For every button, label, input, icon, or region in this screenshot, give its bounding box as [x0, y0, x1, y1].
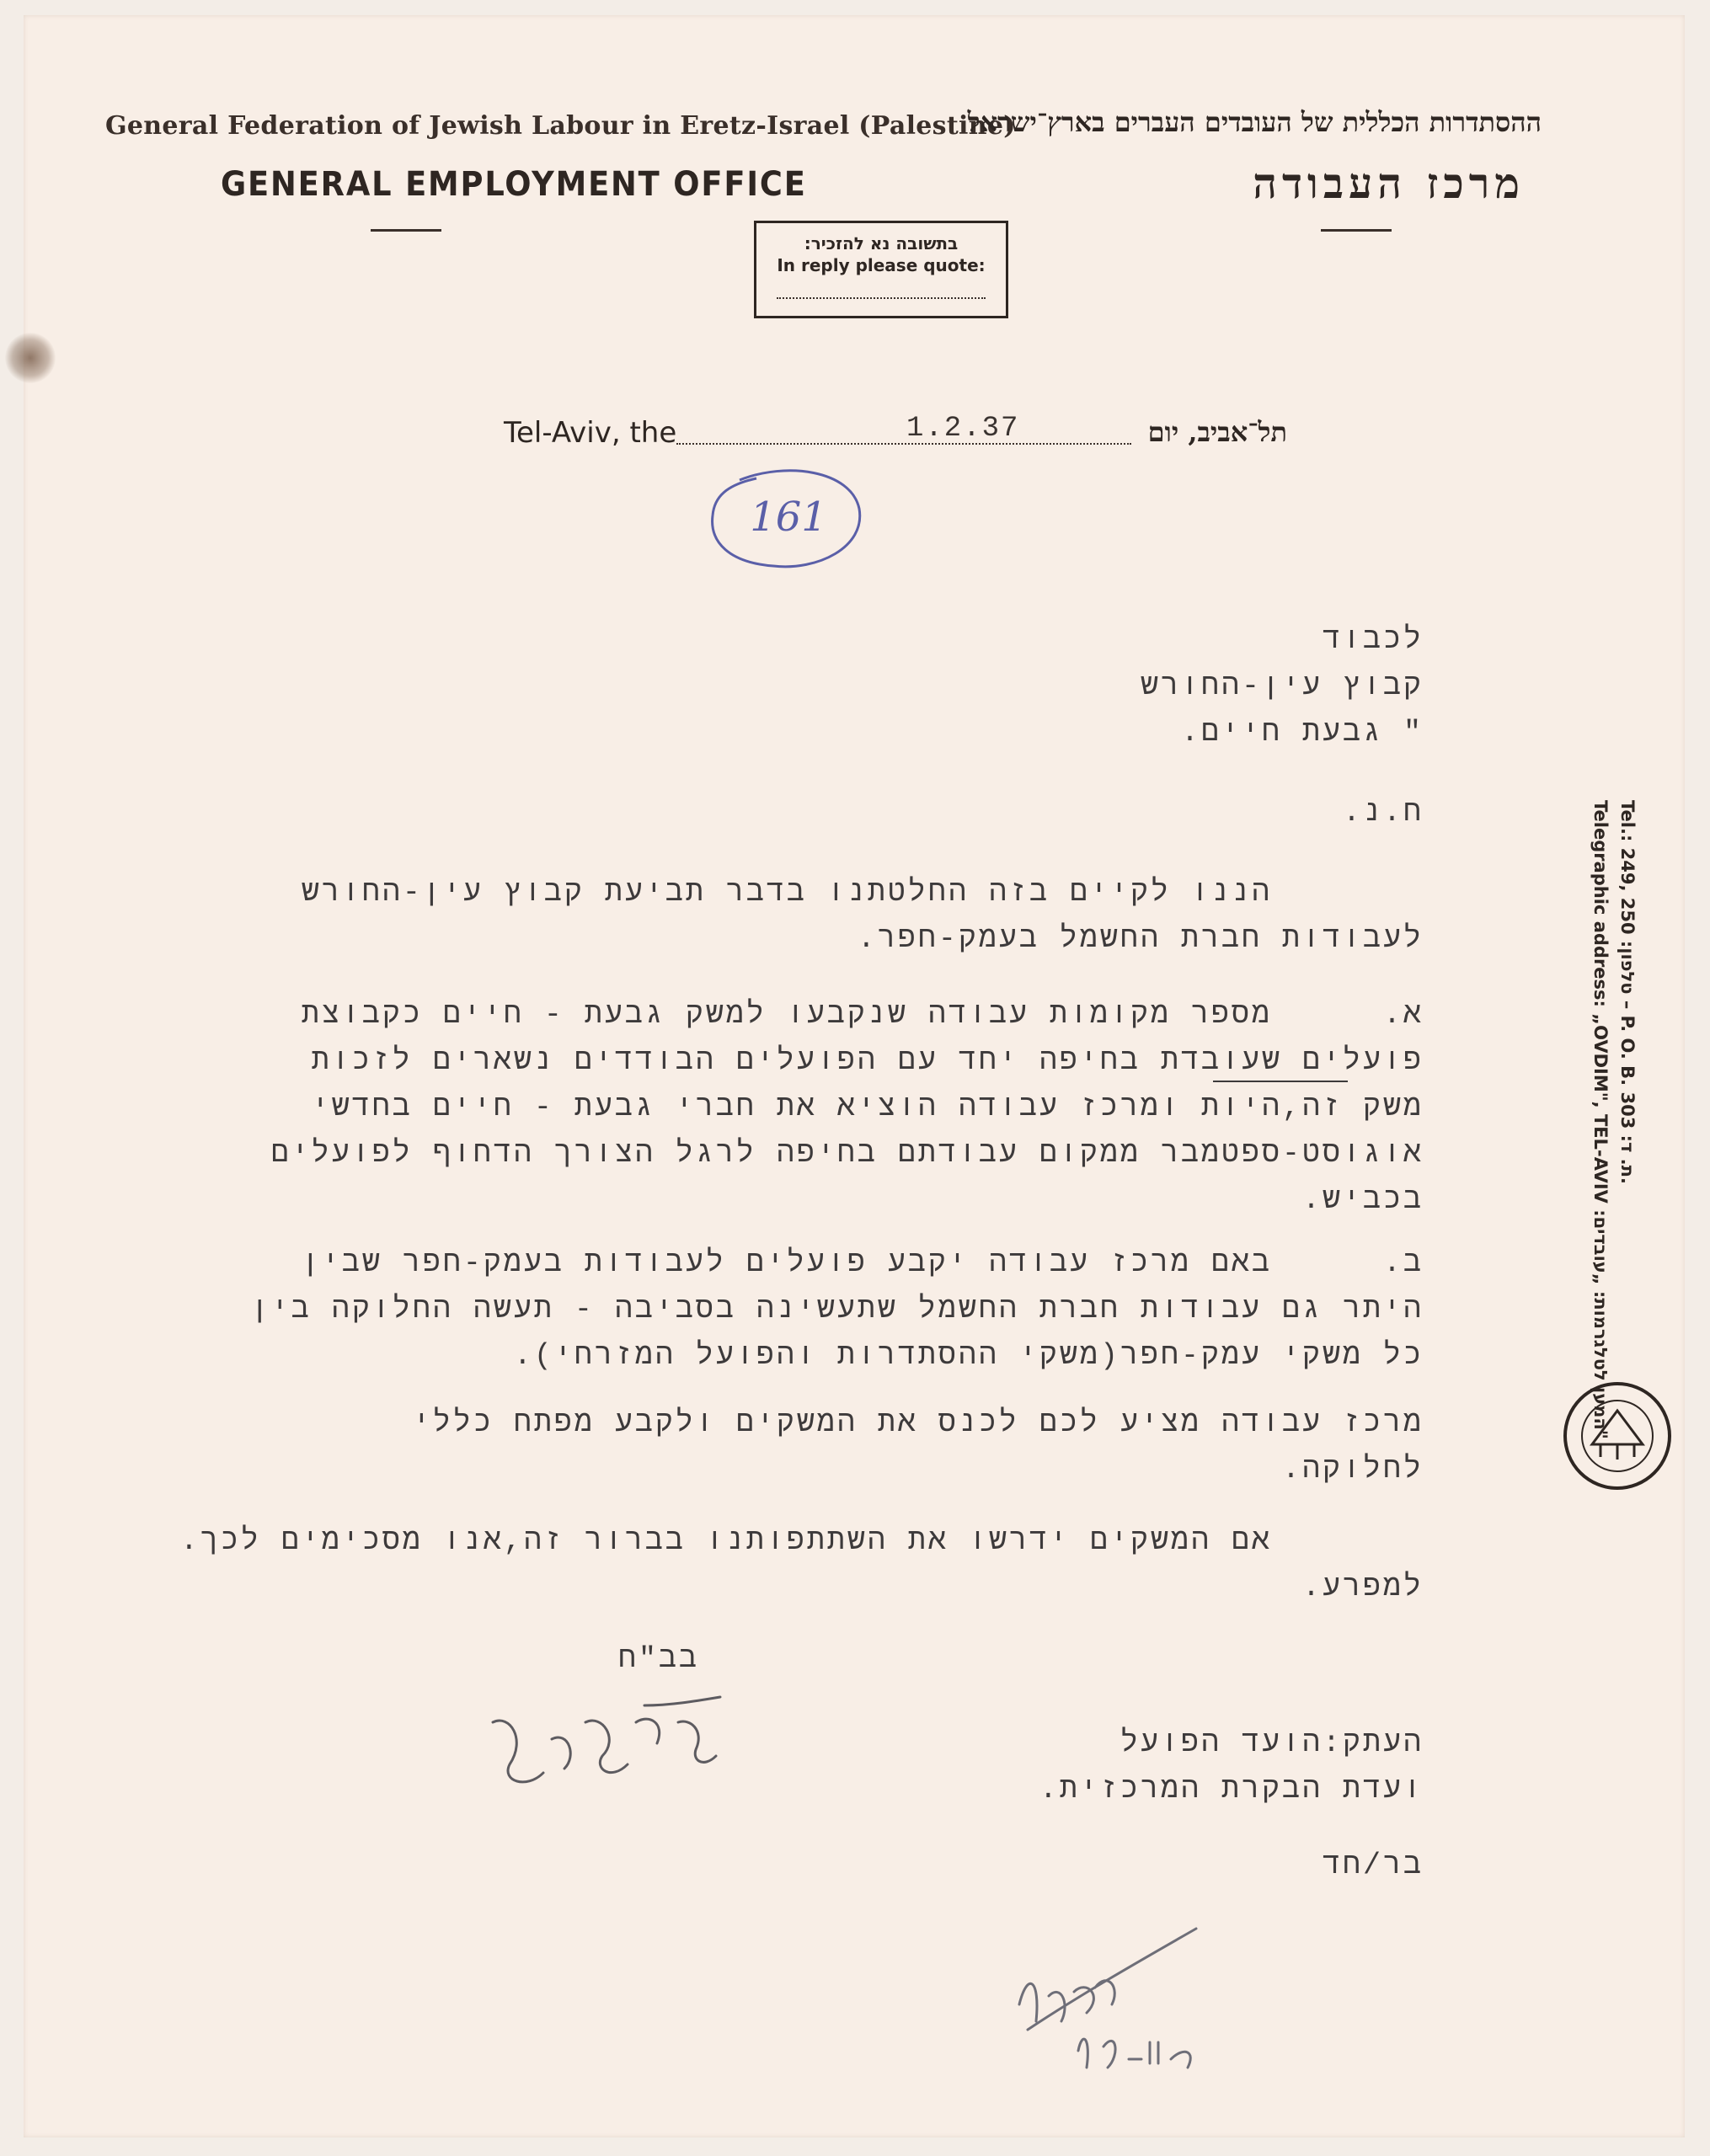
- date-city-he: תל־אביב, יום: [1147, 416, 1287, 448]
- date-city-en: Tel-Aviv, the: [504, 416, 677, 450]
- intro-line-2: לעבודות חברת החשמל בעמק-חפר.: [857, 922, 1424, 956]
- institution-stamp: [1558, 1377, 1676, 1495]
- addressee-line-3: " גבעת חיים.: [1180, 716, 1424, 750]
- file-number: 161: [750, 494, 827, 541]
- addressee-line-2: קבוץ עין-החורש: [1140, 670, 1424, 703]
- date-line: [504, 413, 1287, 455]
- salutation: ח.נ.: [1342, 796, 1424, 830]
- paragraph-4-line-1: אם המשקים ידרשו את השתתפותנו בברור זה,אנו מסכימים לכך.: [179, 1524, 1272, 1558]
- item-a-line-4: אוגוסט-ספטמבר ממקום עבודתם בחיפה לרגל הצורך הדחוף לפועלים: [270, 1137, 1424, 1171]
- item-b-line-2: היתר גם עבודות חברת החשמל שתעשינה בסביבה - תעשה החלוקה בין: [250, 1293, 1424, 1326]
- handwritten-signature: [476, 1689, 745, 1815]
- letter-date: 1.2.37: [906, 413, 1020, 445]
- date-dotted-line: [676, 443, 1131, 445]
- header-rule-left: [371, 229, 441, 232]
- contact-details-margin: [1587, 800, 1641, 1474]
- item-a-line-1: מספר מקומות עבודה שנקבעו למשק גבעת - חיים כקבוצת: [301, 998, 1272, 1032]
- office-title-he: מרכז העבודה: [1253, 158, 1525, 208]
- reply-dotted-line: [777, 297, 986, 299]
- contact-telegraphic-address: Telegraphic address: „OVDIM", TEL-AVIV :המען לטלגרמות: „עובדים": [1590, 800, 1611, 1439]
- item-a-marker: א.: [1382, 998, 1424, 1032]
- underline-mark: [1213, 1081, 1348, 1082]
- circle-mark: [706, 465, 866, 573]
- item-a-line-2: פועלים שעובדת בחיפה יחד עם הפועלים הבודדים נשארים לזכות: [311, 1044, 1424, 1078]
- item-b-line-3: כל משקי עמק-חפר(משקי ההסתדרות והפועל המזרחי).: [513, 1339, 1424, 1373]
- closing: בב"ח: [617, 1642, 699, 1676]
- intro-line-1: הננו לקיים בזה החלטתנו בדבר תביעת קבוץ עין-החורש: [301, 876, 1272, 910]
- handwritten-receipt-note: [1002, 1903, 1289, 2080]
- contact-phone-po-box: Tel.: 249, 250 :טלפון – P. O. B. 303 :ת. ד.: [1617, 800, 1638, 1184]
- federation-name-en: General Federation of Jewish Labour in Eretz-Israel (Palestine): [105, 111, 1016, 141]
- ink-smudge: [5, 333, 56, 383]
- typist-initials: בר/חד: [1322, 1849, 1424, 1882]
- copy-to-line-1: העתק:הועד הפועל: [1120, 1726, 1424, 1760]
- copy-to-line-2: ועדת הבקרת המרכזית.: [1039, 1773, 1424, 1806]
- reply-label-en: In reply please quote:: [777, 255, 986, 275]
- item-b-line-1: באם מרכז עבודה יקבע פועלים לעבודות בעמק-חפר שבין: [301, 1246, 1272, 1280]
- paragraph-3-line-2: לחלוקה.: [1281, 1453, 1424, 1486]
- office-title-en: GENERAL EMPLOYMENT OFFICE: [221, 165, 807, 204]
- reply-label-he: בתשובה נא להזכיר:: [804, 233, 959, 253]
- paragraph-4-line-2: למפרע.: [1301, 1571, 1424, 1604]
- item-b-marker: ב.: [1382, 1246, 1424, 1280]
- item-a-line-3: משק זה,היות ומרכז עבודה הוציא את חברי גבעת - חיים בחדשי: [311, 1091, 1424, 1124]
- federation-name-he: ההסתדרות הכללית של העובדים העברים בארץ־ישראל: [967, 106, 1542, 138]
- item-a-line-5: בכביש.: [1301, 1183, 1424, 1217]
- reply-reference-box: [754, 221, 1008, 318]
- addressee-line-1: לכבוד: [1322, 623, 1424, 657]
- file-number-annotation: [706, 465, 866, 573]
- header-rule-right: [1321, 229, 1392, 232]
- paragraph-3-line-1: מרכז עבודה מציע לכם לכנס את המשקים ולקבע מפתח כללי: [412, 1406, 1424, 1440]
